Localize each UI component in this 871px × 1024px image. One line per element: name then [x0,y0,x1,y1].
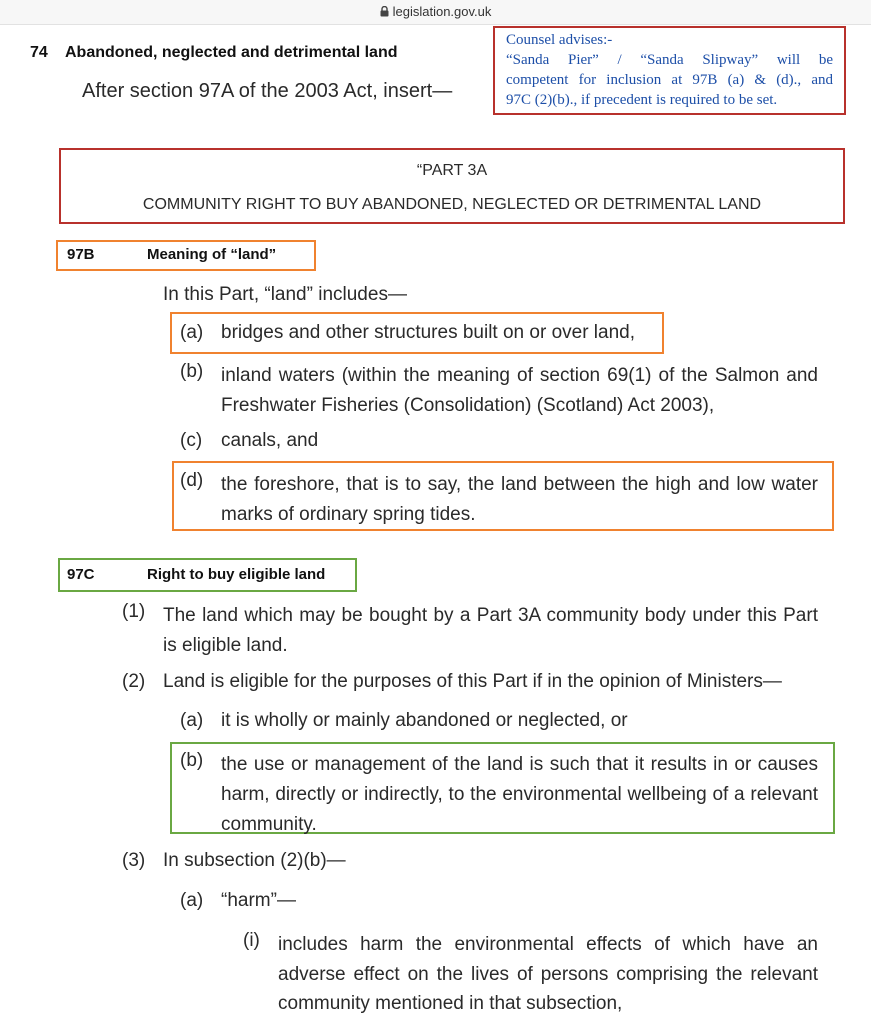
section-97c-3a-i-label: (i) [243,930,260,951]
section-97b-c-label: (c) [180,430,203,451]
part-label: “PART 3A [416,162,488,179]
section-97b-c-text: canals, and [221,430,319,451]
section-97c-3-text: In subsection (2)(b)— [163,850,346,871]
section-74-title: Abandoned, neglected and detrimental land [65,44,398,61]
section-97b-a-text: bridges and other structures built on or over land, [221,322,636,343]
counsel-line-4: 97C (2)(b)., if precedent is required to be set. [506,92,778,108]
section-97c-3-label: (3) [122,850,146,871]
section-97c-2-text: Land is eligible for the purposes of this Part if in the opinion of Ministers— [163,671,782,692]
section-97c-2-label: (2) [122,671,146,692]
section-97c-1-text: The land which may be bought by a Part 3A community body under this Part is eligible land. [163,605,818,656]
section-97b-title: Meaning of “land” [147,246,277,263]
section-97c-3a-label: (a) [180,890,204,911]
part-title: COMMUNITY RIGHT TO BUY ABANDONED, NEGLECTED OR DETRIMENTAL LAND [142,196,762,213]
section-97c-3a-i-text: includes harm the environmental effects of which have an adverse effect on the lives of persons comprising the relevant community mentioned in that subsection, [278,934,818,1014]
browser-url-bar[interactable] [0,0,871,25]
url-text: legislation.gov.uk [392,4,492,19]
counsel-line-3: competent for inclusion at 97B (a) & (d)., and [506,72,833,88]
counsel-line-1: Counsel advises:- [506,32,613,48]
section-97b-intro: In this Part, “land” includes— [163,284,407,305]
section-97b-number: 97B [67,246,95,263]
section-97b-a-label: (a) [180,322,204,343]
lock-icon [380,6,389,17]
section-74-number: 74 [30,44,48,61]
section-74-intro: After section 97A of the 2003 Act, insert— [82,80,453,102]
section-97c-title: Right to buy eligible land [147,566,326,583]
counsel-line-2: “Sanda Pier” / “Sanda Slipway” will be [506,52,833,68]
section-97c-1-label: (1) [122,601,146,622]
section-97b-d-text: the foreshore, that is to say, the land between the high and low water marks of ordinary spring tides. [221,474,818,525]
section-97c-3a-text: “harm”— [221,890,296,911]
section-97b-d-label: (d) [180,470,204,491]
section-97b-b-text: inland waters (within the meaning of section 69(1) of the Salmon and Freshwater Fisheries (Consolidation) (Scotland) Act 2003), [221,365,818,416]
section-97c-2b-text: the use or management of the land is such that it results in or causes harm, directly or indirectly, to the environmental wellbeing of a relevant community. [221,754,818,835]
section-97c-2b-label: (b) [180,750,204,771]
counsel-annotation [506,30,833,110]
section-97c-2a-text: it is wholly or mainly abandoned or neglected, or [221,710,628,731]
section-97c-number: 97C [67,566,95,583]
section-97c-2a-label: (a) [180,710,204,731]
section-97b-b-label: (b) [180,361,204,382]
